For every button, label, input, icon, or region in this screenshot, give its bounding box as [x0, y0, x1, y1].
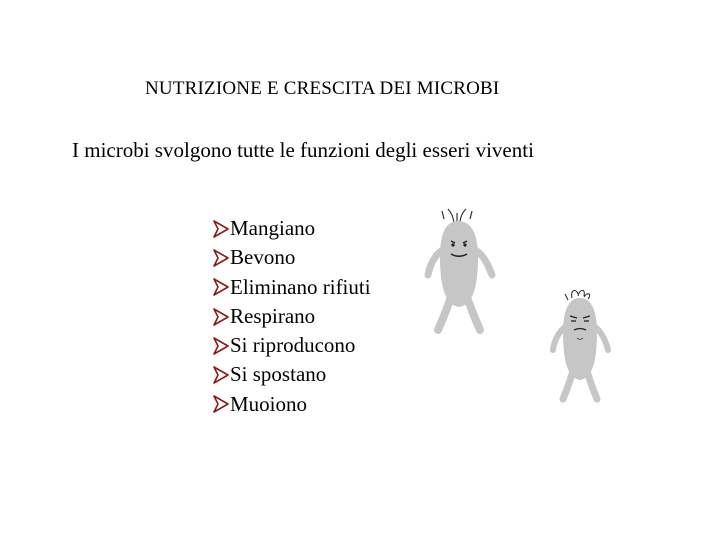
microbe-illustration [548, 286, 613, 404]
arrow-bullet-icon [213, 365, 229, 385]
list-item [213, 360, 371, 389]
list-item-label: Eliminano rifiuti [230, 274, 371, 299]
list-item [213, 302, 371, 331]
list-item-label: Muoiono [230, 391, 308, 416]
list-item-label: Bevono [230, 245, 296, 270]
slide-title: NUTRIZIONE E CRESCITA DEI MICROBI [145, 78, 500, 99]
list-item [213, 331, 371, 360]
list-item-label: Respirano [230, 303, 316, 328]
arrow-bullet-icon [213, 219, 229, 239]
list-item-label: Si riproducono [230, 333, 356, 358]
function-list [213, 214, 371, 419]
arrow-bullet-icon [213, 277, 229, 297]
list-item [213, 243, 371, 272]
list-item-label: Mangiano [230, 216, 316, 240]
microbe-illustration [420, 205, 500, 335]
list-item [213, 214, 371, 243]
list-item-label: Si spostano [230, 362, 327, 387]
arrow-bullet-icon [213, 394, 229, 414]
slide-subtitle: I microbi svolgono tutte le funzioni degli esseri viventi [72, 138, 534, 162]
list-item [213, 273, 371, 302]
arrow-bullet-icon [213, 307, 229, 327]
arrow-bullet-icon [213, 248, 229, 268]
arrow-bullet-icon [213, 336, 229, 356]
list-item [213, 390, 371, 419]
